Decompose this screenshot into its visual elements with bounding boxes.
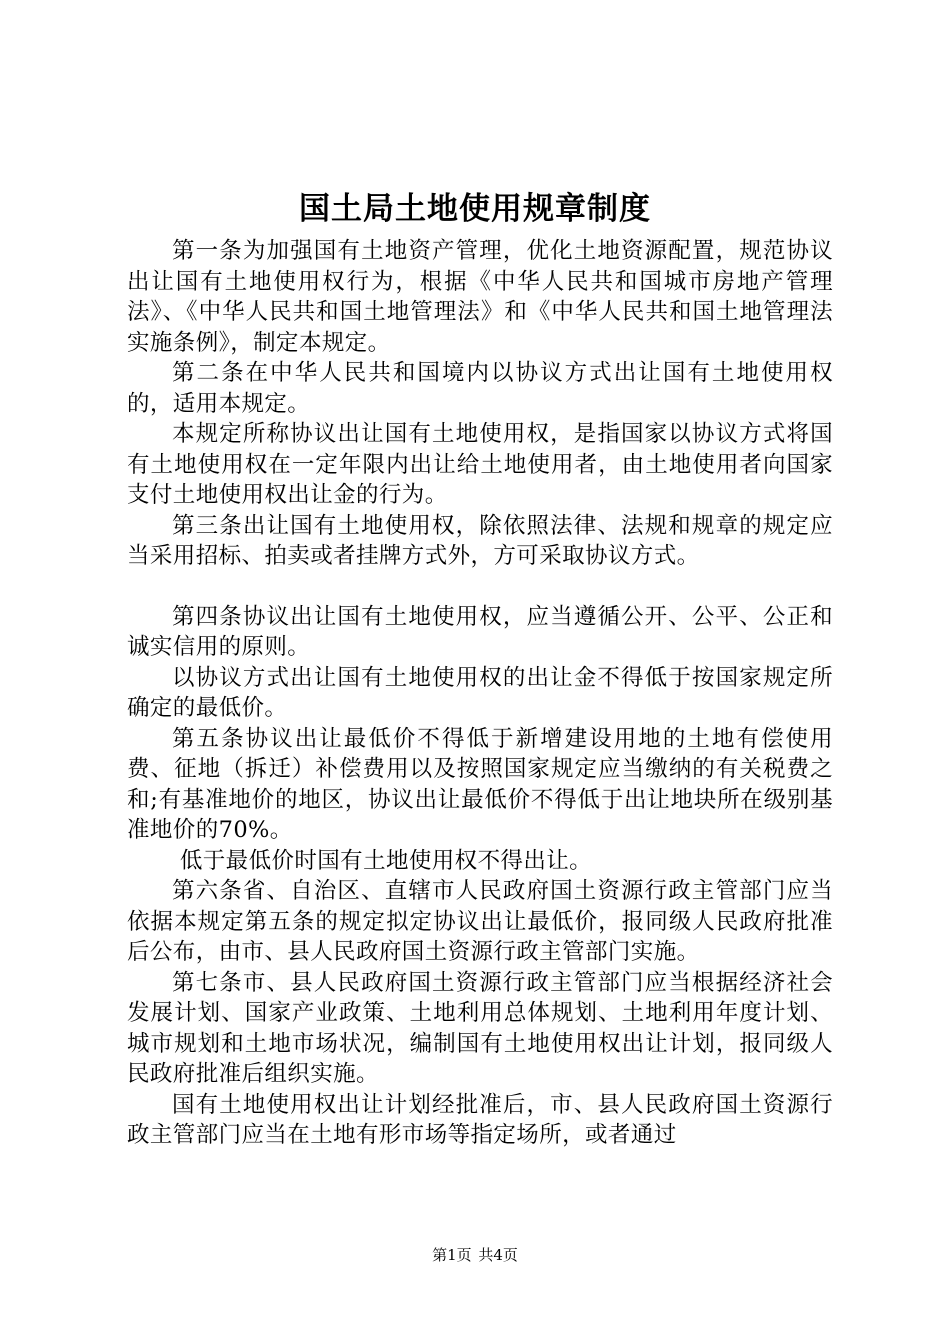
paragraph-article-3: 第三条出让国有土地使用权，除依照法律、法规和规章的规定应当采用招标、拍卖或者挂牌方式外，方可采取协议方式。 bbox=[127, 512, 833, 569]
paragraph-article-2: 第二条在中华人民共和国境内以协议方式出让国有土地使用权的，适用本规定。 bbox=[127, 360, 833, 417]
paragraph-article-7: 第七条市、县人民政府国土资源行政主管部门应当根据经济社会发展计划、国家产业政策、土地利用总体规划、土地利用年度计划、城市规划和土地市场状况，编制国有土地使用权出让计划，报同级人民政府批准后组织实施。 bbox=[127, 969, 833, 1087]
paragraph-minimum-price: 以协议方式出让国有土地使用权的出让金不得低于按国家规定所确定的最低价。 bbox=[127, 664, 833, 721]
paragraph-transfer-plan: 国有土地使用权出让计划经批准后，市、县人民政府国土资源行政主管部门应当在土地有形市场等指定场所，或者通过 bbox=[127, 1091, 833, 1148]
paragraph-definition: 本规定所称协议出让国有土地使用权，是指国家以协议方式将国有土地使用权在一定年限内出让给土地使用者，由土地使用者向国家支付土地使用权出让金的行为。 bbox=[127, 421, 833, 508]
document-title: 国土局土地使用规章制度 bbox=[299, 191, 651, 227]
paragraph-article-4: 第四条协议出让国有土地使用权，应当遵循公开、公平、公正和诚实信用的原则。 bbox=[127, 603, 833, 660]
paragraph-no-transfer-below-minimum: 低于最低价时国有土地使用权不得出让。 bbox=[179, 847, 593, 874]
page-number: 第1页 共4页 bbox=[432, 1246, 518, 1264]
paragraph-article-6: 第六条省、自治区、直辖市人民政府国土资源行政主管部门应当依据本规定第五条的规定拟定协议出让最低价，报同级人民政府批准后公布，由市、县人民政府国土资源行政主管部门实施。 bbox=[127, 878, 833, 965]
document-body bbox=[127, 236, 833, 1151]
paragraph-article-1: 第一条为加强国有土地资产管理，优化土地资源配置，规范协议出让国有土地使用权行为，根据《中华人民共和国城市房地产管理法》、《中华人民共和国土地管理法》和《中华人民共和国土地管理法实施条例》，制定本规定。 bbox=[127, 238, 833, 356]
paragraph-article-5: 第五条协议出让最低价不得低于新增建设用地的土地有偿使用费、征地（拆迁）补偿费用以及按照国家规定应当缴纳的有关税费之和;有基准地价的地区，协议出让最低价不得低于出让地块所在级别基准地价的70%。 bbox=[127, 725, 833, 843]
